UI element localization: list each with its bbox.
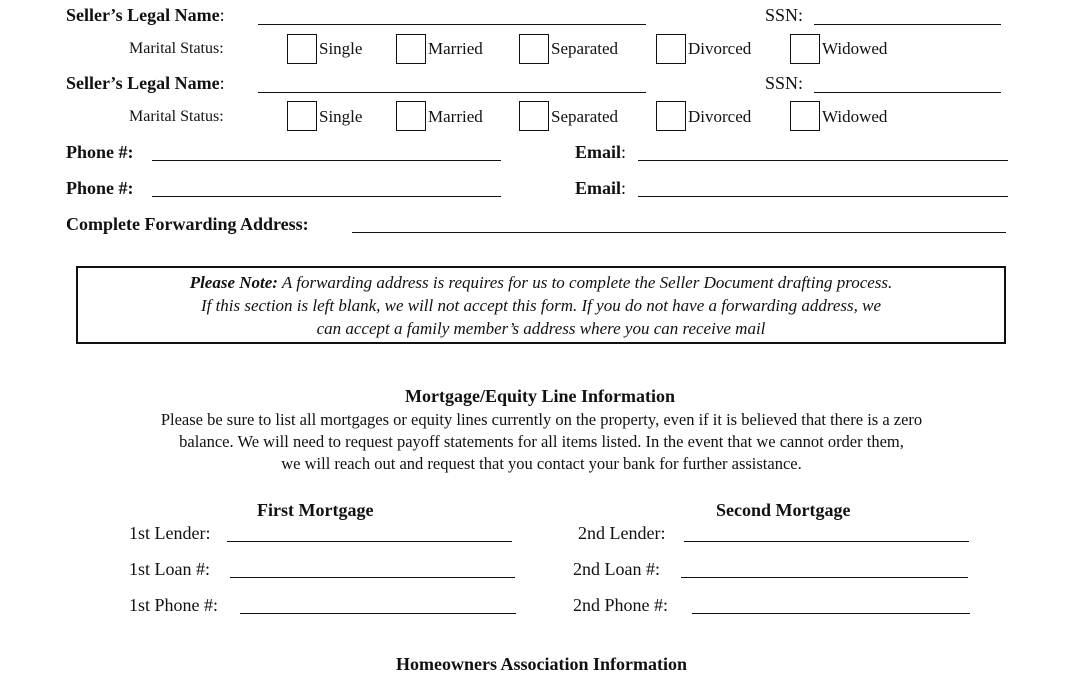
seller-1-name-label: Seller’s Legal Name: <box>66 5 225 25</box>
seller-2-ssn-label: SSN: <box>765 73 804 93</box>
divorced-option-1: Divorced <box>688 39 752 58</box>
married-option-2: Married <box>428 107 483 126</box>
widowed-option-1: Widowed <box>822 39 888 58</box>
second-mortgage-heading: Second Mortgage <box>716 500 851 520</box>
forwarding-address-label: Complete Forwarding Address: <box>66 214 309 234</box>
widowed-checkbox-1[interactable] <box>790 34 820 64</box>
email-2-label: Email: <box>575 178 627 198</box>
first-phone-field[interactable] <box>240 613 516 614</box>
marital-status-1-label: Marital Status: <box>129 40 224 57</box>
seller-1-ssn-label: SSN: <box>765 5 804 25</box>
note-line-2: If this section is left blank, we will not accept this form. If you do not have a forwarding address, we <box>200 296 882 315</box>
first-lender-field[interactable] <box>227 541 512 542</box>
mortgage-paragraph-line-1: Please be sure to list all mortgages or equity lines currently on the property, even if it is believed that there is a zero <box>160 410 923 429</box>
forwarding-address-field[interactable] <box>352 232 1006 233</box>
hoa-heading: Homeowners Association Information <box>396 654 687 674</box>
first-lender-label: 1st Lender: <box>129 523 211 543</box>
separated-option-1: Separated <box>551 39 619 58</box>
second-lender-label: 2nd Lender: <box>578 523 666 543</box>
married-checkbox-1[interactable] <box>396 34 426 64</box>
phone-2-field[interactable] <box>152 196 501 197</box>
widowed-option-2: Widowed <box>822 107 888 126</box>
second-phone-label: 2nd Phone #: <box>573 595 669 615</box>
separated-checkbox-2[interactable] <box>519 101 549 131</box>
first-loan-label: 1st Loan #: <box>129 559 210 579</box>
seller-2-name-field[interactable] <box>258 92 646 93</box>
email-1-label: Email: <box>575 142 627 162</box>
note-line-1: Please Note: A forwarding address is requires for us to complete the Seller Document drafting process. <box>189 273 893 292</box>
mortgage-heading: Mortgage/Equity Line Information <box>405 386 675 406</box>
seller-1-name-field[interactable] <box>258 24 646 25</box>
first-mortgage-heading: First Mortgage <box>257 500 374 520</box>
single-option-2: Single <box>319 107 363 126</box>
widowed-checkbox-2[interactable] <box>790 101 820 131</box>
phone-1-field[interactable] <box>152 160 501 161</box>
mortgage-paragraph-line-3: we will reach out and request that you contact your bank for further assistance. <box>281 454 802 473</box>
first-loan-field[interactable] <box>230 577 515 578</box>
divorced-checkbox-1[interactable] <box>656 34 686 64</box>
note-line-3: can accept a family member’s address where you can receive mail <box>316 319 766 338</box>
seller-1-ssn-field[interactable] <box>814 24 1001 25</box>
single-checkbox-1[interactable] <box>287 34 317 64</box>
separated-checkbox-1[interactable] <box>519 34 549 64</box>
separated-option-2: Separated <box>551 107 619 126</box>
email-1-field[interactable] <box>638 160 1008 161</box>
second-loan-field[interactable] <box>681 577 968 578</box>
forwarding-note-box <box>76 266 1006 344</box>
single-option-1: Single <box>319 39 363 58</box>
mortgage-paragraph-line-2: balance. We will need to request payoff statements for all items listed. In the event that we cannot order them, <box>179 432 904 451</box>
seller-2-name-label: Seller’s Legal Name: <box>66 73 225 93</box>
seller-2-ssn-field[interactable] <box>814 92 1001 93</box>
second-loan-label: 2nd Loan #: <box>573 559 660 579</box>
first-phone-label: 1st Phone #: <box>129 595 219 615</box>
married-checkbox-2[interactable] <box>396 101 426 131</box>
marital-status-2-label: Marital Status: <box>129 108 224 125</box>
divorced-option-2: Divorced <box>688 107 752 126</box>
second-phone-field[interactable] <box>692 613 970 614</box>
divorced-checkbox-2[interactable] <box>656 101 686 131</box>
married-option-1: Married <box>428 39 483 58</box>
second-lender-field[interactable] <box>684 541 969 542</box>
email-2-field[interactable] <box>638 196 1008 197</box>
phone-2-label: Phone #: <box>66 178 134 198</box>
single-checkbox-2[interactable] <box>287 101 317 131</box>
phone-1-label: Phone #: <box>66 142 134 162</box>
